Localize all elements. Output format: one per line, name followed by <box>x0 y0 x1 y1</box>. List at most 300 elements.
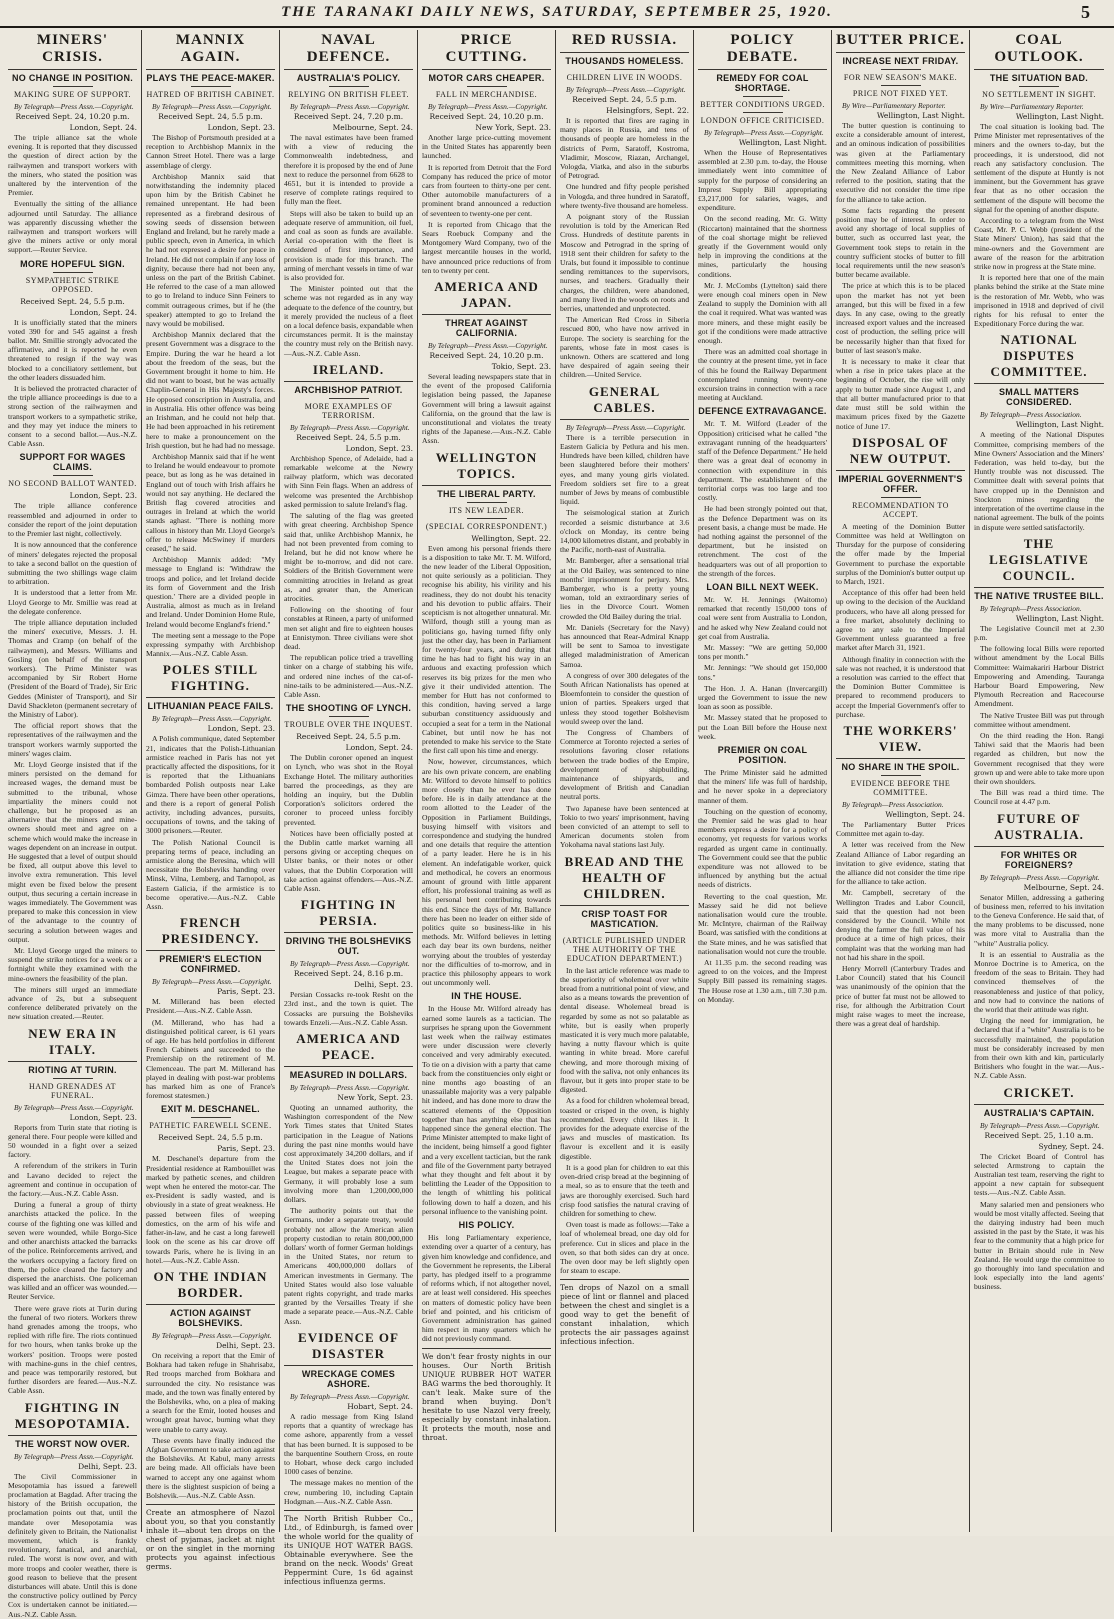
article-subheading: MEASURED IN DOLLARS. <box>289 1070 408 1081</box>
article-paragraph: The coal situation is looking bad. The Prime Minister met representatives of the miners and the owners to-day, but the proceedings, it is understood, did not reach any satisfactory conclusion. The settlement of the dispute at Huntly is not imminent, but the Government has grave fear that as no other occasion the settlement of the dispute will become the signal for the opening of another dispute. <box>974 122 1104 214</box>
article-paragraph: A referendum of the strikers in Turin and Lavano decided to reject the agreement and continue in occupation of the factory.—Aus.-N.Z. Cable Assn. <box>8 1161 137 1199</box>
received-time: Received Sept. 24, 5.5 p.m. <box>158 1133 263 1143</box>
article-paragraph: Mr. Campbell, secretary of the Wellington Trades and Labor Council, said that the question had not been considered by the Council. While not denying the farmer the full value of his produce at a time of high prices, their complaint was that the working man had not had his share in the spoil. <box>836 888 965 962</box>
dateline: New York, Sept. 23. <box>475 123 551 132</box>
article-byline: By Telegraph—Press Assn.—Copyright. <box>14 1102 134 1112</box>
article-subheading: SMALL MATTERS CONSIDERED. <box>998 387 1080 408</box>
article <box>974 1085 1104 1292</box>
column-8 <box>970 30 1108 1532</box>
article-paragraph: As a food for children wholemeal bread, toasted or crisped in the oven, is highly recommended. Every child likes it. It provides for the adequate exercise of the jaws and muscles of mastication. Its flavour is excellent and it is easily digestible. <box>560 1096 689 1161</box>
divider-rule <box>1019 86 1059 87</box>
article-subheading: IN THE HOUSE. <box>451 991 522 1002</box>
article <box>8 1400 137 1619</box>
divider-rule <box>881 85 921 86</box>
divider-rule <box>329 716 369 717</box>
dateline: Wellington, Sept. 22. <box>471 533 551 543</box>
divider-rule <box>467 86 507 87</box>
article-byline: By Telegraph—Press Assn.—Copyright. <box>428 102 548 111</box>
article-byline: By Telegraph—Press Assn.—Copyright. <box>152 1330 272 1340</box>
article-subheading: IMPERIAL GOVERNMENT'S OFFER. <box>838 473 963 494</box>
article-paragraph: It is unofficially stated that the miners voted 390 for and 545 against a fresh ballot. Mr. Smillie strongly advocated the affirmative, and it is reported he even threatened to resign if the way was blocked to a conciliatory settlement, but the other leaders dissuaded him. <box>8 317 137 382</box>
divider-rule <box>329 398 369 399</box>
article-headline: POLICY DEBATE. <box>698 32 827 70</box>
article-subheading: MOTOR CARS CHEAPER. <box>428 73 545 83</box>
divider-rule <box>605 932 645 933</box>
article-byline: By Telegraph—Press Assn.—Copyright. <box>566 85 686 94</box>
dateline: London, Sept. 23. <box>207 123 275 132</box>
article-paragraph: Archbishop Mannix said that if he went to Ireland he would endeavour to promote peace, but as long as he was detained in England out of touch with Irish affairs he would not say anything. He declared the British flag covered atrocities and outrages in Ireland at which the world stands aghast. "There is nothing more callous in history than Mr. Lloyd George's offer to release McSwiney if murders ceased," he said. <box>146 451 275 553</box>
article <box>422 991 551 1216</box>
article-paragraph: The Legislative Council met at 2.30 p.m. <box>974 623 1104 642</box>
article-paragraph: A meeting of the Dominion Butter Committee was held at Wellington on Thursday for the purpose of considering the offer made by the Imperial Government to purchase the exportable surplus of the Dominion's butter output up to March, 1921. <box>836 521 965 586</box>
article-headline: AMERICA AND JAPAN. <box>422 279 551 315</box>
article <box>560 32 689 380</box>
article-paragraph: The Congress of Chambers of Commerce at Toronto rejected a series of resolutions favoring closer relations between the trade bodies of the Empire, development of shipbuilding, maintenance of shipyards, and development of British and Canadian neutral ports. <box>560 727 689 802</box>
article-paragraph: It is reported that fires are raging in many places in Russia, and tens of thousands of people are homeless in the districts of Perm, Saratoff, Kostroma, Vladimir, Moscow, Riazan, Archangel, Vologda, Viatka, and also in the suburbs of Petrograd. <box>560 116 689 181</box>
divider-rule <box>743 96 783 97</box>
article-headline: NATIONAL DISPUTES COMMITTEE. <box>974 332 1104 384</box>
article-paragraph: There is a terrible persecution in Eastern Galicia by Petlura and his men. Hundreds have been killed, children have been slaughtered before their mothers' eyes, and many young girls violated. Freedom soldiers set fire to a great number of Jews by means of combustible liquid. <box>560 432 689 507</box>
article-subheading: PRICE NOT FIXED YET. <box>852 89 949 98</box>
article-subheading: LONDON OFFICE CRITICISED. <box>700 116 825 125</box>
article-subheading: ARCHBISHOP PATRIOT. <box>294 384 403 395</box>
article-paragraph: The Bishop of Portsmouth presided at a reception to Archbishop Mannix in the Cannon Street Hotel. There was a large assemblage of clergy. <box>146 133 275 170</box>
article-subheading: DRIVING THE BOLSHEVIKS OUT. <box>285 936 412 957</box>
article-subheading: BETTER CONDITIONS URGED. <box>700 100 825 109</box>
article-paragraph: The saluting of the flag was greeted with great cheering. Archbishop Spence said that, unlike Archbishop Mannix, he had not been prevented from coming to Ireland, but he did not know where he might be to-morrow, and did not care. Soldiers of the British Government were committing atrocities in Ireland as great as, and greater than, the American atrocities. <box>284 511 413 603</box>
article-paragraph: Quoting an unnamed authority, the Washington correspondent of the New York Times states that United States participation in the League of Nations during the past nine months would have cost approximately 34,200 dollars, and if the United States does not join the League, but makes a separate peace with Germany, it will probably lose a sum involving more than 1,200,000,000 dollars. <box>284 1103 413 1205</box>
article-paragraph: Another large price-cutting movement in the United States has apparently been launched. <box>422 133 551 161</box>
article-paragraph: The American Red Cross in Siberia rescued 800, who have now arrived in Europe. The society is searching for the parents, whose fate in most cases is unknown. Others are scattered and long have despaired of again seeing their children.—United Service. <box>560 315 689 380</box>
article-paragraph: Even among his personal friends there is a disposition to take Mr. T. M. Wilford, the new leader of the Liberal Opposition, not quite seriously as a politician. They recognise his ability, his virility and his readiness, they do not doubt his tenacity and his devotion to public affairs. Their scepticism is not altogether unnatural. Mr. Wilford, though still a young man as politicians go, having turned fifty only just the other day, has been in Parliament for twenty-four years, and during that time he has had to fight his way in an arduous and exacting profession which reserves its big prizes for the men who give it their undivided attention. The member for Hutt has not conformed to this condition, having served a large suburban constituency assiduously and occupied a seat for a term in the National Cabinet, but until now he has not pretended to make his service to the State the first call upon his time and energy. <box>422 543 551 756</box>
dateline: Delhi, Sept. 23. <box>216 1340 275 1350</box>
article-paragraph: A radio message from King Island reports that a quantity of wreckage has come ashore, apparently from a vessel that has been burned. It is supposed to be the barquentine Southern Cross, en route to Hobart, whose deck cargo included 1000 cases of benzine. <box>284 1411 413 1477</box>
article-paragraph: It is now announced that the conference of miners' delegates rejected the proposal to take a second ballot on the question of submitting the two shillings wage claim to arbitration. <box>8 540 137 587</box>
article-paragraph: Senator Millen, addressing a gathering of business men, referred to his invitation to the Geneva Conference. He said that, of the many problems to be discussed, none was more vital to Australia than the "white" Australia policy. <box>974 892 1104 948</box>
article-paragraph: Archbishop Mannix added: "My message to England is: 'Withdraw the troops and police, and let Ireland decide its form of Government and the Irish question.' There are a divided people in Australia, almost as much as in Ireland and Ireland. Under Dominion Home Rule, Ireland would become England's friend." <box>146 555 275 629</box>
article-paragraph: Mr. T. M. Wilford (Leader of the Opposition) criticised what he called "the extravagant running of the headquarters' staff of the Defence Department." He held there was a great deal of economy in connection with expenditure in this department. The establishment of the territorial corps was too large and too costly. <box>698 419 827 503</box>
dateline: Hobart, Sept. 24. <box>347 1401 413 1411</box>
article-paragraph: Many salaried men and pensioners who would be most vitally affected. Seeing that the dairying industry had been much assisted in the past by the State, it was his fear to the community that a high price for butter in Britain should rule in New Zealand. He would urge the committee to go thoroughly into land speculation and look especially into the land agents' business. <box>974 1199 1104 1292</box>
article-paragraph: The Cricket Board of Control has selected Armstrong to captain the Australian test team, reserving the right to appoint a new captain for subsequent tests.—Aus.-N.Z. Cable Assn. <box>974 1151 1104 1198</box>
column-5 <box>556 30 694 1532</box>
article-paragraph: (M. Millerand, who has had a distinguished political career, is 61 years of age. He has held portfolios in different French Cabinets and succeeded to the Premiership on the retirement of M. Clemenceau. The part M. Millerand has played in dealing with post-war problems has marked him as one of France's foremost statesmen.) <box>146 1017 275 1101</box>
article-paragraph: Archbishop Spence, of Adelaide, had a remarkable welcome at the Newry railway platform, which was decorated with Sinn Fein flags. When an address of welcome was presented the Archbishop asked permission to salute Ireland's flag. <box>284 453 413 509</box>
divider-rule <box>881 497 921 498</box>
article-byline: By Telegraph—Press Assn.—Copyright. <box>152 977 272 987</box>
article-headline: FIGHTING IN MESOPOTAMIA. <box>8 1400 137 1436</box>
article-byline: By Telegraph—Press Assn.—Copyright. <box>290 959 410 969</box>
article-headline: CRICKET. <box>974 1085 1104 1105</box>
dateline: London, Sept. 23. <box>69 1112 137 1122</box>
article-paragraph: Mr. Lloyd George urged the miners to suspend the strike notices for a week or a fortnight while they examined with the mine-owners the feasibility of the plan. <box>8 946 137 983</box>
dateline: Wellington, Sept. 24. <box>885 809 965 819</box>
received-time: Received Sept. 24, 5.5 p.m. <box>296 432 401 442</box>
article-subheading: NO CHANGE IN POSITION. <box>11 73 134 83</box>
received-time: Received Sept. 24, 10.20 p.m. <box>15 112 130 121</box>
article-paragraph: Eventually the sitting of the alliance adjourned until Saturday. The alliance was apparently discussing whether the railwaymen and transport workers will give the miners active or only moral support.—Reuter Service. <box>8 199 137 255</box>
column-1 <box>4 30 142 1619</box>
received-time: Received Sept. 24, 10.20 p.m. <box>429 351 544 361</box>
article-paragraph: Two Japanese have been sentenced at Tokio to two years' imprisonment, having been convicted of an attempt to sell to American documents stolen from Yokohama naval stations last July. <box>560 803 689 850</box>
article <box>284 1330 413 1506</box>
article-paragraph: Oven toast is made as follows:—Take a loaf of wholemeal bread, one day old for preference. Cut in slices and place in the oven, so that both sides can dry at once. The oven door may be left slightly open for steam to escape. <box>560 1220 689 1276</box>
article-subheading: NO SHARE IN THE SPOIL. <box>841 761 960 772</box>
article-subheading: INCREASE NEXT FRIDAY. <box>842 56 959 66</box>
article-paragraph: Following on the shooting of four constables at Rineen, a party of uniformed men set alight and fire to eighteen houses at Ennistymon. Three civilians were shot dead. <box>284 605 413 651</box>
divider-rule <box>881 775 921 776</box>
article-paragraph: Mr. J. McCombs (Lyttelton) said there were enough coal miners open in New Zealand to supply the Dominion with all the coal it required. What was wanted was more miners, and these might easily be got if the conditions were made attractive enough. <box>698 280 827 346</box>
article-paragraph: At 11.35 p.m. the second reading was agreed to on the voices, and the Imprest Supply Bill passed its remaining stages. The House rose at 1.30 a.m., till 7.30 p.m. on Monday. <box>698 958 827 1004</box>
dateline: Wellington, Last Night. <box>1015 420 1104 430</box>
article-paragraph: The naval estimates have been framed with a view of reducing the Commonwealth indebtedness, and therefore it is proposed by the end of June next to reduce the personnel from 6628 to 4651, but it is intended to provide a reserve of complete ratings required to fully man the fleet. <box>284 133 413 207</box>
article-subheading: (ARTICLE PUBLISHED UNDER THE AUTHORITY OF THE EDUCATION DEPARTMENT.) <box>562 935 687 963</box>
article-paragraph: Archbishop Mannix declared that the present Government was a disgrace to the Empire. During the war he heard a lot about the freedom of the seas, but the Government brought it home to him. He did not want to boast, but he was actually Chaplin-General in His Majesty's forces. He opposed conscription in Australia, and in Australia. His other offence was being an Irishman, and he could not help that. He had been approached in his retirement here to make a pronouncement on the Irish question, but he had had no message. <box>146 330 275 450</box>
received-time: Received Sept. 25, 1.10 a.m. <box>984 1130 1094 1140</box>
article-headline: COAL OUTLOOK. <box>974 32 1104 70</box>
article <box>146 915 275 1100</box>
article-subheading: EVIDENCE BEFORE THE COMMITTEE. <box>850 778 951 797</box>
article <box>284 897 413 1027</box>
article-subheading: ACTION AGAINST BOLSHEVIKS. <box>169 1307 252 1328</box>
article-subheading: AUSTRALIA'S POLICY. <box>296 73 401 83</box>
article <box>560 854 689 1276</box>
article-paragraph: It is reported here that one of the main planks behind the strike at the State mine is the restoration of Mr. Webb, who was imprisoned in 1918 and deprived of civil rights for his refusal to enter the Expeditionary Force during the war. <box>974 273 1104 329</box>
article-byline: By Telegraph—Press Association. <box>842 799 944 809</box>
received-time: Received Sept. 24, 7.20 p.m. <box>293 112 404 121</box>
article-headline: NAVAL DEFENCE. <box>284 32 413 70</box>
article-byline: By Telegraph—Press Assn.—Copyright. <box>14 102 134 111</box>
article-subheading: RECOMMENDATION TO ACCEPT. <box>852 500 949 519</box>
article <box>698 406 827 577</box>
article-paragraph: Mr. Jennings: "We should get 150,000 tons." <box>698 663 827 682</box>
article-paragraph: It is reported from Detroit that the Ford Company has reduced the price of motor cars from fourteen to thirty-one per cent. Other automobile manufacturers of a prominent brand announced a reduction of seventeen to twenty-one per cent. <box>422 162 551 218</box>
article-byline: By Telegraph—Press Association. <box>980 603 1082 613</box>
article <box>422 1220 551 1343</box>
article <box>974 32 1104 328</box>
article-headline: FIGHTING IN PERSIA. <box>284 897 413 933</box>
divider-rule <box>881 69 921 70</box>
article-paragraph: Reports from Turin state that rioting is general there. Four people were killed and 50 wounded in a fight over a seized factory. <box>8 1122 137 1160</box>
article <box>284 1031 413 1326</box>
article <box>284 32 413 358</box>
article-byline: By Telegraph—Press Assn.—Copyright. <box>290 102 410 111</box>
page-number: 5 <box>1081 2 1092 22</box>
article-headline: MINERS' CRISIS. <box>8 32 137 70</box>
dateline: Helsingfors, Sept. 22. <box>606 106 689 115</box>
article <box>8 32 137 255</box>
article-headline: POLES STILL FIGHTING. <box>146 662 275 698</box>
article <box>698 745 827 1004</box>
dateline: London, Sept. 24. <box>69 307 137 317</box>
article-paragraph: The republican police tried a travelling tinker on a charge of stabbing his wife, and ordered nine inches of the cat-of-nine-tails to be administered.—Aus.-N.Z. Cable Assn. <box>284 653 413 699</box>
article-subheading: (SPECIAL CORRESPONDENT.) <box>425 521 548 531</box>
article-subheading: PATHETIC FAREWELL SCENE. <box>149 1121 272 1131</box>
article-paragraph: Mr. Daniels (Secretary for the Navy) has announced that Rear-Admiral Knapp will be sent to Samoa to investigate alleged maladministration of American Samoa. <box>560 622 689 669</box>
article-subheading: THREAT AGAINST CALIFORNIA. <box>445 318 528 339</box>
dateline: Tokio, Sept. 23. <box>491 362 551 372</box>
article-paragraph: There were grave riots at Turin during the funeral of two rioters. Workers threw hand grenades among the troops, who replied with rifle fire. The riots continued for two hours, when tanks broke up the workers' position. Troops were posted with machine-guns in the chief centres, and peace was temporarily restored, but further disorders are feared.—Aus.-N.Z. Cable Assn. <box>8 1303 137 1396</box>
article <box>974 536 1104 807</box>
article-paragraph: It is a good plan for children to eat this oven-dried crisp bread at the beginning of a meal, so as to ensure that the teeth and jaws are thoroughly exercised. Such hard crisp food satisfies the natural craving of children for something to chew. <box>560 1162 689 1218</box>
article-paragraph: The following local Bills were reported without amendment by the Local Bills Committee: Waimakariri Harbour District Empowering and Amending, Tauranga Harbour Board Empowering, New Plymouth Recreation and Racecourse Amendment. <box>974 644 1104 709</box>
article-paragraph: The Parliamentary Butter Prices Committee met again to-day. <box>836 819 965 839</box>
article <box>8 452 137 1021</box>
article-paragraph: Archbishop Mannix said that notwithstanding the indemnity placed upon him by the British Cabinet he remained unrepentant. He had been represented as a firebrand desirous of sowing seeds of dissension between England and Ireland, but he rarely made a public speech, even in America, in which he had not expressed a desire for peace in Ireland. He did not complain if any loss of dignity, because there had not been any, unless on the part of the British Cabinet. He referred to the case of a man allowed to go to Ireland to induce Sinn Feiners to commit outrageous crimes, but if he (the speaker) attempted to go to Ireland the navy would be mobilised. <box>146 171 275 329</box>
article-paragraph: The Polish National Council is preparing terms of peace, including an armistice along the Beresina, which will necessitate the Bolsheviks handing over Minsk, Vilna, Lemberg, and Tarnopol, as Eastern Galicia, if the armistice is to become operative.—Aus.-N.Z. Cable Assn. <box>146 837 275 912</box>
advertisement: Create an atmosphere of Nazol about you, so that you constantly inhale it—about ten drops on the chest of pyjamas, jacket at night or on the singlet in the morning protects you against infectious germs. <box>146 1504 275 1571</box>
article-paragraph: Mr. Lloyd George insisted that if the miners persisted on the demand for increased wages, the demand must be submitted to the tribunal, whose impartiality the miners could not challenge, but he proposed as an alternative that the miners and mine-owners should meet and agree on a scheme which would make the increase in wages dependent on an increase in output. He suggested that a level of output should be fixed, all output above this level to involve extra remuneration. This level might even be fixed below the present output, thus securing a certain increase in wages immediately. The Government was prepared to make this concession in view of the advantage to the country of securing a solution between wages and output. <box>8 759 137 944</box>
article-paragraph: He had been strongly pointed out that, as the Defence Department was on its present basis, a change must be made. He had nothing against the personnel of the department, but he insisted on retrenchment. The cost of the headquarters was out of all proportion to the strength of the forces. <box>698 504 827 578</box>
article-subheading: WRECKAGE COMES ASHORE. <box>301 1368 396 1389</box>
divider-rule <box>329 86 369 87</box>
article-paragraph: In the House Mr. Wilford already has earned some laurels as a tactician. The surprises he sprang upon the Government last week when the railway estimates were under discussion were cleverly conceived and very admirably executed. To tie on a division with a party that came back from the constituencies only eight or nine months ago boasting of an unassailable majority was a very palpable hit indeed, and has done more to draw the scattered elements of the Opposition together than has anything else that has happened since the general election. The Prime Minister attempted to make light of the incident, being himself a good fighter and a very excellent tactician, but the rank and file of the Government party betrayed what they thought and felt about it by belittling the Leader of the Opposition to the length of whittling his political following down to half a dozen, and his personal influence to the vanishing point. <box>422 1004 551 1216</box>
article <box>422 32 551 275</box>
article-paragraph: The seismological station at Zurich recorded a seismic disturbance at 3.6 o'clock on Monday, its centre being 14,000 kilometres distant, and probably in the Pacific, north-east of Australia. <box>560 508 689 555</box>
article-paragraph: Although finality in connection with the sale was not reached, it is understood that a resolution was carried to the effect that the Dominion Butter Committee is prepared to recommend producers to accept the Imperial Government's offer to purchase. <box>836 654 965 719</box>
article-paragraph: M. Deschanel's departure from the Presidential residence at Rambouillet was marked by pathetic scenes, and children wept when he entered the motor-car. The ex-President is sadly wasted, and is obviously in a state of great weakness. He passed between files of weeping domestics, on the arm of his wife and father-in-law, and he cast a long farewell look on the scene as his car drove off towards Paris, where he is living in an hotel.—Aus.-N.Z. Cable Assn. <box>146 1154 275 1265</box>
article-headline: IRELAND. <box>284 362 413 382</box>
article-paragraph: Mr. W. H. Jennings (Waitomo) remarked that recently 150,000 tons of coal were sent from Australia to London, and he asked why New Zealand could not get coal from Australia. <box>698 594 827 641</box>
article-subheading: ITS NEW LEADER. <box>448 505 525 515</box>
article-paragraph: The Bill was read a third time. The Council rose at 4.47 p.m. <box>974 788 1104 807</box>
article-byline: By Wire—Parliamentary Reporter. <box>980 102 1084 111</box>
article-paragraph: The miners still urged an immediate advance of 2s, but a subsequent conference deliberated privately on the new situation created.—Reuter. <box>8 984 137 1022</box>
received-time: Received Sept. 24, 5.5 p.m. <box>158 112 263 121</box>
article-paragraph: A congress of over 300 delegates of the South African Nationalists has opened at Bloemfontein to consider the question of union of parties. Speakers urged that unless they stood together Bolshevism would sweep over the land. <box>560 670 689 726</box>
article-headline: AMERICA AND PEACE. <box>284 1031 413 1067</box>
article-headline: RED RUSSIA. <box>560 32 689 53</box>
column-7 <box>832 30 970 1532</box>
article <box>422 279 551 446</box>
article-byline: By Telegraph—Press Assn.—Copyright. <box>290 1083 410 1093</box>
article <box>836 723 965 1028</box>
article-subheading: MAKING SURE OF SUPPORT. <box>13 90 132 99</box>
article-paragraph: The Native Trustee Bill was put through committee without amendment. <box>974 710 1104 729</box>
article <box>974 332 1104 531</box>
article-paragraph: A meeting of the National Disputes Committee, comprising members of the Mine Owners' Association and the Miners' Federation, was held to-day, but the Huntly trouble was not discussed. The Committee dealt with several points that have cropped up in the Denniston and Stockton mines regarding the interpretation of the overtime clause in the national agreement. The bulk of the points in dispute were settled satisfactorily. <box>974 430 1104 532</box>
column-2 <box>142 30 280 1572</box>
article <box>698 582 827 741</box>
article-subheading: REMEDY FOR COAL SHORTAGE. <box>716 73 809 93</box>
article-headline: THE WORKERS' VIEW. <box>836 723 965 759</box>
article-paragraph: The price at which this is to be placed upon the market has not yet been arranged, but this will be fixed in a few days. In any case, owing to the greatly increased export values and the increased cost of production, the selling price will be necessarily higher than that fixed for butter of last season's make. <box>836 281 965 355</box>
dateline: Melbourne, Sept. 24. <box>1023 882 1104 892</box>
column-4 <box>418 30 556 1532</box>
article-paragraph: The meeting sent a message to the Pope expressing sympathy with Archbishop Mannix.—Aus.-N.Z. Cable Assn. <box>146 630 275 659</box>
article <box>836 435 965 719</box>
article-headline: PRICE CUTTING. <box>422 32 551 70</box>
article <box>8 259 137 449</box>
article-paragraph: It is understood that a letter from Mr. Lloyd George to Mr. Smillie was read at the delegate conference. <box>8 588 137 616</box>
dateline: Wellington, Last Night. <box>876 111 965 120</box>
advertisement: Ten drops of Nazol on a small piece of lint or flannel and placed between the chest and singlet is a good way to get the benefit of constant inhalation, which protects the air passages against infectious infection. <box>560 1279 689 1346</box>
dateline: London, Sept. 23. <box>207 724 275 734</box>
article-paragraph: It is an essential to Australia as the Monroe Doctrine is to America, on the freedom of the seas to Britain. They had convinced themselves of the reasonableness and justice of that policy, and now had to convince the nations of the world that their attitude was right. <box>974 949 1104 1014</box>
article-paragraph: One hundred and fifty people perished in Vologda, and three hundred in Saratoff, where twenty-five thousand are homeless. <box>560 182 689 210</box>
article-subheading: DEFENCE EXTRAVAGANCE. <box>698 406 827 417</box>
article-paragraph: Persian Cossacks re-took Resht on the 23rd inst., and the town is quiet. The Cossacks are pursuing the Bolsheviks towards Enzeli.—Aus.-N.Z. Cable Assn. <box>284 990 413 1027</box>
divider-rule <box>743 112 783 113</box>
article-headline: GENERAL CABLES. <box>560 384 689 420</box>
article-headline: DISPOSAL OF NEW OUTPUT. <box>836 435 965 471</box>
article-byline: By Telegraph—Press Assn.—Copyright. <box>152 102 272 111</box>
article-paragraph: A letter was received from the New Zealand Alliance of Labor regarding an invitation to give evidence, stating that the alliance did not consider the time ripe for the alliance to take action. <box>836 840 965 887</box>
divider-rule <box>53 475 93 476</box>
article-paragraph: Henry Morrell (Canterbury Trades and Labor Council) stated that his Council was unanimously of the opinion that the price of butter fat must not be allowed to rise, for although the Arbitration Court might raise wages to meet the increase, there was a great deal of hardship. <box>836 964 965 1029</box>
article-subheading: RIOTING AT TURIN. <box>28 1064 117 1075</box>
article-headline: FUTURE OF AUSTRALIA. <box>974 811 1104 847</box>
article-paragraph: On the third reading the Hon. Rangi Tahiwi said that the Maoris had been regarded as children, but now the Government recognised that they were grown up and were able to take more upon their own shoulders. <box>974 730 1104 786</box>
article-paragraph: The Civil Commissioner in Mesopotamia has issued a farewell proclamation at Bagdad. After tracing the history of the British occupation, the proclamation points out that, until the mandate over Mesopotamia was definitely given to Britain, the Nationalist movement, which is frankly revolutionary, fanatical, and anarchial, ruled. The worst is now over, and with more troops and cooler weather, there is good reason to believe that the present disturbances will abate. Until this is done the constructive policy outlined by Percy Cox is undertaken cannot be initiated.—Aus.-N.Z. Cable Assn. <box>8 1471 137 1619</box>
column-6 <box>694 30 832 1532</box>
article <box>698 32 827 402</box>
dateline: Delhi, Sept. 23. <box>78 1461 137 1471</box>
article-byline: By Wire—Parliamentary Reporter. <box>842 101 946 110</box>
masthead-title: THE TARANAKI DAILY NEWS, SATURDAY, SEPTEMBER 25, 1920. <box>281 4 833 20</box>
article-paragraph: These events have finally induced the Afghan Government to take action against the Bolsheviks. At Kabul, many arrests are being made. All officials have been warned to accept any one against whom there is the slightest suspicion of being a Bolshevik.—Aus.-N.Z. Cable Assn. <box>146 1435 275 1500</box>
article-subheading: SYMPATHETIC STRIKE OPPOSED. <box>25 275 120 294</box>
article-paragraph: The Hon. J. A. Hanan (Invercargill) urged the Government to issue the new loan as soon as possible. <box>698 683 827 712</box>
article-paragraph: Steps will also be taken to build up an adequate reserve of ammunition, oil fuel, and coal as soon as funds are available. Aerial co-operation with the fleet is considered of first importance, and provision is made for this branch. The arming of merchant vessels in time of war is also provided for. <box>284 208 413 283</box>
article-byline: By Telegraph—Press Assn.—Copyright. <box>566 422 686 432</box>
article-paragraph: It is necessary to make it clear that when a rise in price takes place at the beginning of October, the rise will only apply to butter made since August 1, and that all butter manufactured prior to that date must still be sold within the maximum prices fixed by the Gazette notice of June 17. <box>836 357 965 431</box>
article-paragraph: M. Millerand has been elected President.—Aus.-N.Z. Cable Assn. <box>146 997 275 1016</box>
article-subheading: LOAN BILL NEXT WEEK. <box>706 581 819 592</box>
article-byline: By Telegraph—Press Assn.—Copyright. <box>704 128 824 137</box>
article-headline: BREAD AND THE HEALTH OF CHILDREN. <box>560 854 689 906</box>
divider-rule <box>191 1117 231 1118</box>
article <box>146 662 275 911</box>
article-subheading: THE WORST NOW OVER. <box>15 1438 130 1449</box>
article-byline: By Telegraph—Press Assn.—Copyright. <box>980 1120 1100 1130</box>
article-subheading: NO SETTLEMENT IN SIGHT. <box>982 90 1096 99</box>
article-subheading: CRISP TOAST FOR MASTICATION. <box>581 908 668 929</box>
dateline: Paris, Sept. 23. <box>217 1144 275 1154</box>
dateline: London, Sept. 23. <box>69 491 137 501</box>
article-byline: By Telegraph—Press Assn.—Copyright. <box>290 422 410 432</box>
article-subheading: PLAYS THE PEACE-MAKER. <box>146 73 275 83</box>
article-headline: NEW ERA IN ITALY. <box>8 1026 137 1062</box>
dateline: Paris, Sept. 23. <box>217 987 275 997</box>
article-subheading: FOR NEW SEASON'S MAKE. <box>843 73 958 82</box>
article-subheading: TROUBLE OVER THE INQUEST. <box>284 720 413 730</box>
advertisement: The North British Rubber Co., Ltd., of Edinburgh, is famed over the whole world for the quality of its UNIQUE HOT WATER BAGS. Obtainable everywhere. See the brand on the neck. Woods' Great Peppermint Cure, 1s 6d against infectious influenza germs. <box>284 1510 413 1586</box>
article-paragraph: Several leading newspapers state that in the event of the proposed California legislation being passed, the Japanese Government will bring a lawsuit against California, on the ground that the law is unconstitutional and violates the treaty rights of the Japanese.—Aus.-N.Z. Cable Assn. <box>422 372 551 446</box>
article-subheading: THOUSANDS HOMELESS. <box>565 56 684 66</box>
article-paragraph: The triple alliance conference reassembled and adjourned in order to consider the report of the joint deputation to the Premier last night, collectively. <box>8 501 137 539</box>
article-subheading: THE SHOOTING OF LYNCH. <box>285 703 412 714</box>
article-subheading: THE NATIVE TRUSTEE BILL. <box>974 590 1104 601</box>
divider-rule <box>53 1078 93 1079</box>
article-subheading: HATRED OF BRITISH CABINET. <box>146 90 275 99</box>
article-paragraph: According to a telegram from the West Coast, Mr. P. C. Webb (president of the State Miners' Union), has said that the mine-owners and the Government are aware of the reason for the arbitration strike now in progress at the State mine. <box>974 216 1104 272</box>
article-paragraph: A Polish communique, dated September 21, indicates that the Polish-Lithuanian armistice reached in Paris has not yet practically affected the dispositions, for it is reported that the Lithuanians bombarded Polish outposts near Lake Gimza. There have been other operations, and there is a report of general Polish activity, including advances, pursuits, occupations of towns, and the taking of 3000 prisoners.—Reuter. <box>146 734 275 836</box>
article-paragraph: It is reported from Chicago that the Sears Roebuck Company and the Montgomery Ward Company, two of the largest mercantile houses in the world, have announced price reductions of from ten to twenty per cent. <box>422 219 551 275</box>
article <box>836 32 965 431</box>
article-subheading: EXIT M. DESCHANEL. <box>161 1104 260 1115</box>
article <box>422 450 551 988</box>
article-paragraph: The triple alliance deputation included the miners' executive, Messrs. J. H. Thomas and Cramp (on behalf of the railwaymen), and Messrs. Williams and Gosling (on behalf of the transport workers). The Prime Minister was accompanied by Sir Robert Horne (President of the Board of Trade), Sir Eric Geddes (Minister of Transport), and Sir David Shackleton (permanent secretary of the Ministry of Labor). <box>8 617 137 719</box>
article-subheading: MORE EXAMPLES OF TERRORISM. <box>304 401 393 420</box>
received-time: Received Sept. 24, 5.5 p.m. <box>20 296 125 306</box>
article-paragraph: Reverting to the coal question, Mr. Massey said he did not believe nationalisation would cure the trouble. Mr. McIntyre, chairman of the Railway Board, was satisfied with the conditions at the State mines, and he was satisfied that nationalisation would not cure the trouble. <box>698 891 827 956</box>
article-byline: By Telegraph—Press Assn.—Copyright. <box>980 872 1100 882</box>
article-paragraph: There was an admitted coal shortage in the country at the present time, yet in face of this he found the Railway Department contemplated running twenty-one excursion trains in connection with a race meeting at Auckland. <box>698 347 827 403</box>
article-subheading: NO SECOND BALLOT WANTED. <box>8 479 137 489</box>
article-headline: THE LEGISLATIVE COUNCIL. <box>974 536 1104 588</box>
article <box>284 703 413 893</box>
article-subheading: PREMIER ON COAL POSITION. <box>717 744 808 765</box>
article-paragraph: A poignant story of the Russian revolution is told by the American Red Cross. Hundreds of destitute parents in Moscow and Petrograd in the spring of 1918 sent their children for safety to the Urals, but found it impossible to continue sending remittances to the supervisors, nurses, and teachers. Gradually their charges, the children, were abandoned, and many lived in the woods on roots and berries, unattended and unprotected. <box>560 212 689 314</box>
article-paragraph: On the second reading, Mr. G. Witty (Riccarton) maintained that the shortness of the coal shortage might be relieved greatly if the Government would only help in improving the conditions at the mines, particularly the housing conditions. <box>698 214 827 279</box>
article-paragraph: The authority points out that the Germans, under a separate treaty, would probably not allow the American alien property custodian to retain 800,000,000 dollars' worth of former German holdings in the United States, nor return to Americans 400,000,000 dollars of American investments in Germany. The United States would also lose valuable patent rights copyright, and trade marks granted by the Versailles Treaty if she made a separate peace.—Aus.-N.Z. Cable Assn. <box>284 1206 413 1326</box>
article-subheading: HIS POLICY. <box>458 1220 515 1231</box>
article-headline: MANNIX AGAIN. <box>146 32 275 70</box>
dateline: Wellington, Last Night. <box>1015 613 1104 623</box>
columns-container <box>4 30 1110 1619</box>
received-time: Received Sept. 24, 10.20 p.m. <box>429 112 544 121</box>
article-paragraph: Mr. Bamberger, after a sensational trial at the Old Bailey, was sentenced to nine months' imprisonment for perjury. Mrs. Bamberger, who is a pretty young woman, told an extraordinary series of lies in the Divorce Court. Women crowded the Old Bailey during the trial. <box>560 556 689 621</box>
article-paragraph: The Dublin coroner opened an inquest on Lynch, who was shot in the Royal Exchange Hotel. The military authorities barred the proceedings, as they are holding an inquiry, but the Dublin Corporation's solicitors ordered the coroner to proceed unless forcibly prevented. <box>284 753 413 827</box>
received-time: Received Sept. 24, 5.5 p.m. <box>296 732 401 742</box>
article-paragraph: Touching on the question of economy, the Premier said he was glad to hear members express a desire for a policy of economy, yet requests for various works regarded as urgent came in continually. The Government could see that the public expenditure was not allowed to be influenced by anything but the actual needs of districts. <box>698 806 827 890</box>
article-subheading: THE LIBERAL PARTY. <box>437 488 536 499</box>
article-paragraph: Mr. Massey: "We are getting 50,000 tons per month." <box>698 642 827 662</box>
column-3 <box>280 30 418 1586</box>
dateline: Wellington, Last Night. <box>738 138 827 147</box>
article-subheading: CHILDREN LIVE IN WOODS. <box>566 73 683 82</box>
article-subheading: HAND GRENADES AT FUNERAL. <box>28 1081 117 1100</box>
received-time: Received Sept. 24, 8.16 p.m. <box>293 969 404 979</box>
dateline: Sydney, Sept. 24. <box>1038 1141 1104 1151</box>
dateline: New York, Sept. 23. <box>337 1093 413 1103</box>
article-subheading: LITHUANIAN PEACE FAILS. <box>147 701 274 712</box>
article-subheading: PREMIER'S ELECTION CONFIRMED. <box>159 954 262 975</box>
article-byline: By Telegraph—Press Assn.—Copyright. <box>428 341 548 351</box>
advertisement: We don't fear frosty nights in our houses. Our North British UNIQUE RUBBER HOT WATER BAG warms the bed thoroughly. It can't leak. Make sure of the brand when buying. Don't hesitate to use Nazol very freely, especially by constant inhalation. It protects the mouth, nose and throat. <box>422 1348 551 1442</box>
article-paragraph: Acceptance of this offer had been held up owing to the decision of the Auckland producers, who have all along pressed for a free market, absolutely declining to agree to any sale to the Imperial Government unless guaranteed a free market after March 31, 1921. <box>836 588 965 653</box>
article-paragraph: During a funeral a group of thirty anarchists attacked the police. In the course of the fighting one was killed and seven were wounded, while Borgo-Sice and other anarchists attacked the barracks of the police. Reinforcements arrived, and the workers occupying a factory fired on them, the police cleared the factory and dispersed the anarchists. One policeman was killed and an officer was wounded.—Reuter Service. <box>8 1200 137 1302</box>
article-paragraph: Notices have been officially posted at the Dublin cattle market warning all persons giving or accepting cheques on Ulster banks, or their notes or other values, that the Dublin Corporation will take action against offenders.—Aus.-N.Z. Cable Assn. <box>284 828 413 893</box>
article-headline: ON THE INDIAN BORDER. <box>146 1269 275 1305</box>
article-subheading: FOR WHITES OR FOREIGNERS? <box>1000 849 1078 870</box>
article-paragraph: His long Parliamentary experience, extending over a quarter of a century, has given him knowledge and confidence, and the Government he represents, the Liberal party, has pledged itself to a programme of reforms which, if not altogether novel, are at least well considered. His speeches on matters of domestic policy have been brief and pointed, and his criticism of Government administration has gained him respect in many quarters which he did not previously command. <box>422 1233 551 1344</box>
article-paragraph: Some facts regarding the present position may be of interest. In order to avoid any shortage of local supplies of butter, such as occurred last year, the Government took steps to retain in the country sufficient stocks of butter to fill local requirements until the new season's butter became available. <box>836 205 965 280</box>
dateline: Delhi, Sept. 23. <box>354 980 413 990</box>
article-subheading: THE SITUATION BAD. <box>989 73 1089 83</box>
article-subheading: FALL IN MERCHANDISE. <box>435 90 538 99</box>
article-paragraph: Now, however, circumstances, which are his own private concern, are enabling Mr. Wilford to devote himself to politics more closely than he ever has done before. He is in daily attendance at the room allotted to the Leader of the Opposition in Parliament Buildings, busying himself with visitors and correspondence and studying the hundred and one details that require the attention of a party leader. Here he is in his element. An indefatigable worker, quick and methodical, he covers an enormous amount of ground with little apparent effort, his professional training as well as his personal bent contributing towards this end. Since the days of Mr. Ballance there has been no leader on either side of politics quite so business-like in his methods. Mr. Wilford believes in letting each day bear its own burdens, neither worrying about the troubles of yesterday nor the difficulties of to-morrow, and in practice this philosophy appears to work out uncommonly well. <box>422 757 551 988</box>
article-subheading: MORE HOPEFUL SIGN. <box>20 258 125 269</box>
divider-rule <box>53 86 93 87</box>
dateline: London, Sept. 24. <box>69 123 137 132</box>
masthead <box>0 0 1114 28</box>
article <box>560 384 689 850</box>
dateline: London, Sept. 23. <box>345 443 413 453</box>
dateline: Wellington, Last Night. <box>1015 112 1104 121</box>
article-paragraph: On receiving a report that the Emir of Bokhara had taken refuge in Shahrisabz, Red troops marched from Bokhara and surrounded the city. No resistance was made, and the town was finally entered by the Bolsheviks, who, on a plea of making a search for the Emir, looted houses and wrought great havoc, burning what they were unable to carry away. <box>146 1350 275 1434</box>
dateline: Melbourne, Sept. 24. <box>332 123 413 132</box>
article-headline: FRENCH PRESIDENCY. <box>146 915 275 951</box>
article <box>146 1104 275 1264</box>
article-paragraph: Mr. Massey stated that he proposed to put the Loan Bill before the House next week. <box>698 713 827 741</box>
divider-rule <box>467 502 507 503</box>
article-paragraph: The message makes no mention of the crew, numbering 10, including Captain Hodgman.—Aus.-N.Z. Cable Assn. <box>284 1478 413 1506</box>
article-subheading: RELYING ON BRITISH FLEET. <box>288 90 409 99</box>
article <box>284 362 413 699</box>
article-paragraph: The official report shows that the representatives of the railwaymen and the transport workers warmly supported the miners' wages claim. <box>8 721 137 758</box>
